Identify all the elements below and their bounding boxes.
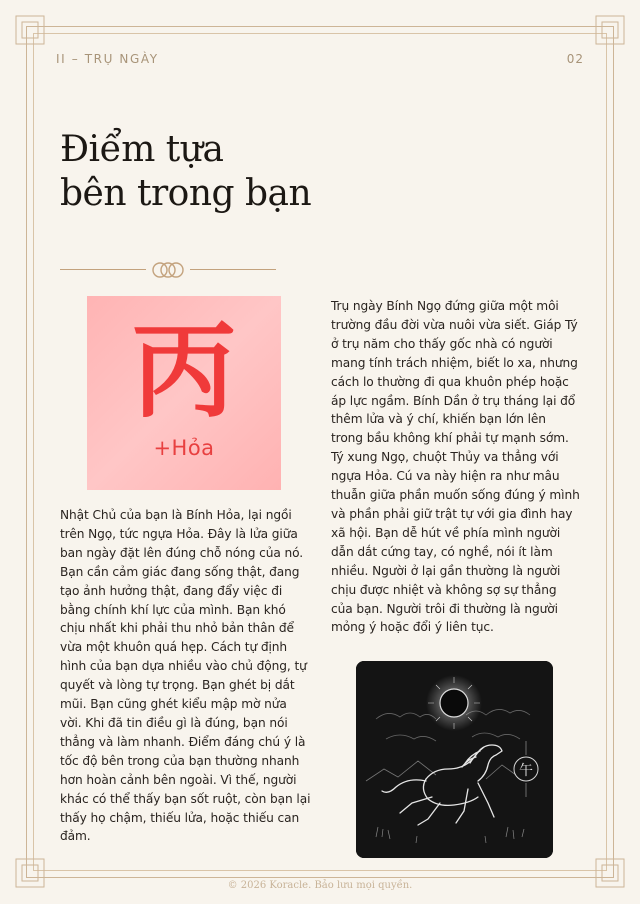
page-number: 02 xyxy=(566,52,584,66)
right-column-paragraph: Trụ ngày Bính Ngọ đứng giữa một môi trường đầu đời vừa nuôi vừa siết. Giáp Tý ở trụ năm cho thấy gốc nhà có người mang tính trách nhiệm, biết lo xa, nhưng cách lo thường đi qua khuôn phép hoặc áp lực ngầm. Bính Dần ở trụ tháng lại đổ thêm lửa và ý chí, khiến bạn lớn lên trong bầu không khí phải tự mạnh sớm. Tý xung Ngọ, chuột Thủy va thẳng với ngựa Hỏa. Cú va này hiện ra như mâu thuẫn giữa phần muốn sống đúng ý mình và phần phải giữ trật tự với gia đình hay xã hội. Bạn dễ hút về phía mình người dẫn dắt cứng tay, có nghề, nói ít làm nhiều. Người ở lại gần thường là người chịu được nhiệt và không sợ sự thẳng của bạn. Người trôi đi thường là người mỏng ý hoặc đổi ý liên tục. xyxy=(331,299,580,635)
title-line-2: bên trong bạn xyxy=(60,173,312,214)
footer-copyright: © 2026 Koracle. Bảo lưu mọi quyền. xyxy=(227,880,413,891)
section-label: II – TRỤ NGÀY xyxy=(56,52,159,66)
page-title xyxy=(60,128,311,216)
stem-element-label: +Hỏa xyxy=(153,436,215,460)
corner-ornament-top-right xyxy=(595,15,625,45)
day-stem-card xyxy=(87,296,281,490)
fire-horse-illustration xyxy=(356,661,553,858)
horse-seal-glyph: 午 xyxy=(519,763,533,779)
divider-line-left xyxy=(60,269,146,270)
interlocking-rings-icon xyxy=(150,260,186,280)
title-divider-ornament xyxy=(60,258,276,282)
divider-line-right xyxy=(190,269,276,270)
title-line-1: Điểm tựa xyxy=(60,129,224,170)
corner-ornament-top-left xyxy=(15,15,45,45)
left-column-paragraph: Nhật Chủ của bạn là Bính Hỏa, lại ngồi trên Ngọ, tức ngựa Hỏa. Đây là lửa giữa ban ngày đặt lên đúng chỗ nóng của nó. Bạn cần cảm giác đang sống thật, đang tạo ảnh hưởng thật, đang đẩy việc đi bằng chính khí lực của mình. Bạn khó chịu nhất khi phải thu nhỏ bản thân để vừa một khuôn quá hẹp. Cách tự định hình của bạn dựa nhiều vào chủ động, tự quyết và lòng tự trọng. Bạn ghét bị dắt mũi. Bạn cũng ghét kiểu mập mờ nửa vời. Khi đã tin điều gì là đúng, bạn nói thẳng và làm nhanh. Điểm đáng chú ý là tốc độ bên trong của bạn thường nhanh hơn hoàn cảnh bên ngoài. Vì thế, người khác có thể thấy bạn sốt ruột, còn bạn lại thấy họ chậm, thiếu lửa, hoặc thiếu can đảm. xyxy=(60,508,311,844)
stem-glyph: 丙 xyxy=(131,309,236,432)
